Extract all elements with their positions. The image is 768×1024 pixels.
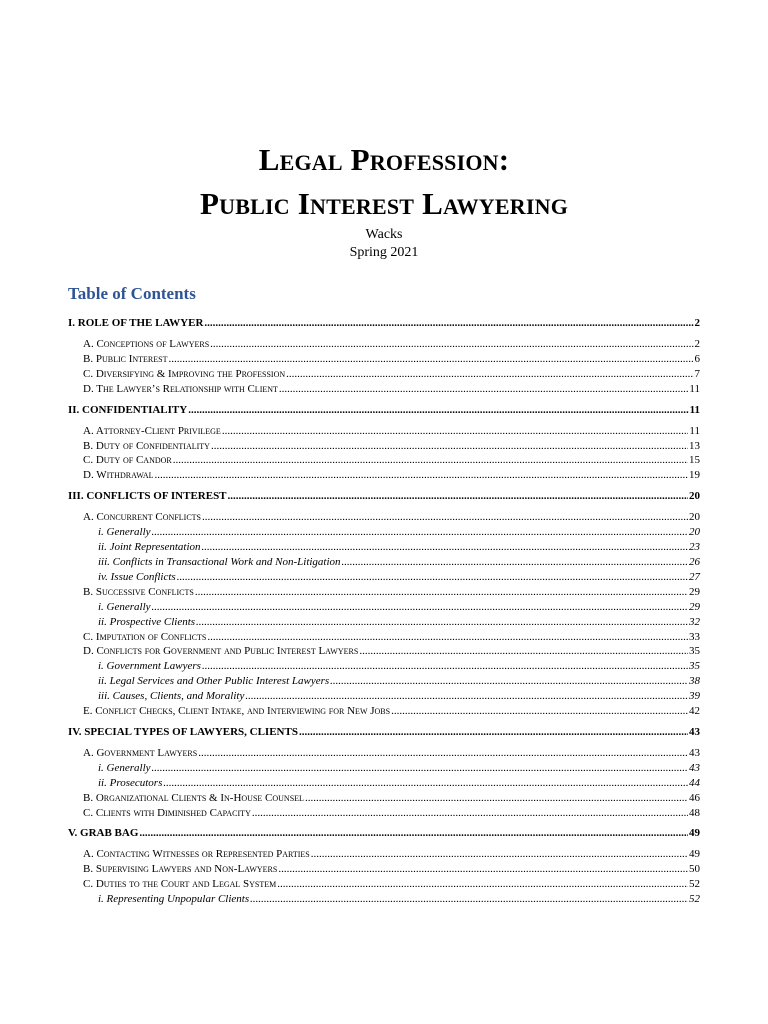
toc-entry-label: I. ROLE OF THE LAWYER <box>68 317 204 329</box>
toc-subsubsection-entry[interactable] <box>68 761 700 776</box>
toc-entry-label: V. GRAB BAG <box>68 827 139 840</box>
toc-subsection-entry[interactable] <box>68 352 700 367</box>
toc-entry-label: IV. SPECIAL TYPES OF LAWYERS, CLIENTS <box>68 725 298 738</box>
toc-dot-leader <box>279 382 688 397</box>
toc-subsubsection-entry[interactable] <box>68 892 700 907</box>
toc-entry-label: B. Organizational Clients & In-House Counsel <box>83 791 304 804</box>
document-term: Spring 2021 <box>349 245 419 260</box>
toc-dot-leader <box>202 510 688 525</box>
toc-entry-page-number: 48 <box>689 806 700 819</box>
toc-dot-leader <box>286 367 693 382</box>
toc-subsubsection-entry[interactable] <box>68 659 700 674</box>
toc-entry-label: ii. Prospective Clients <box>98 615 196 628</box>
toc-entry-label: C. Duties to the Court and Legal System <box>83 878 277 891</box>
toc-subsection-entry[interactable] <box>68 644 700 659</box>
toc-entry-label: II. CONFIDENTIALITY <box>68 403 188 416</box>
toc-subsection-entry[interactable] <box>68 439 700 454</box>
toc-subsection-entry[interactable] <box>68 806 700 821</box>
document-title-line-2: Public Interest Lawyering <box>199 186 569 221</box>
toc-entry-page-number: 2 <box>694 317 700 329</box>
toc-entry-page-number: 44 <box>689 776 700 789</box>
toc-entry-page-number: 52 <box>689 878 700 891</box>
toc-entry-page-number: 20 <box>689 490 700 503</box>
toc-dot-leader <box>299 725 688 740</box>
toc-dot-leader <box>195 585 688 600</box>
toc-dot-leader <box>391 704 688 719</box>
toc-entry-label: A. Attorney-Client Privilege <box>83 424 221 437</box>
toc-entry-label: C. Duty of Candor <box>83 454 172 467</box>
toc-entry-page-number: 49 <box>689 848 700 861</box>
toc-entry-page-number: 29 <box>689 585 700 598</box>
toc-entry-page-number: 2 <box>694 338 700 350</box>
toc-entry-page-number: 13 <box>689 439 700 452</box>
toc-entry-label: A. Contacting Witnesses or Represented Parties <box>83 848 310 861</box>
toc-subsection-entry[interactable] <box>68 424 700 439</box>
toc-entry-label: C. Imputation of Conflicts <box>83 630 207 643</box>
toc-section-entry[interactable] <box>68 316 700 331</box>
toc-entry-label: i. Generally <box>98 526 151 539</box>
toc-subsubsection-entry[interactable] <box>68 776 700 791</box>
toc-section-entry[interactable] <box>68 489 700 504</box>
toc-entry-label: B. Successive Conflicts <box>83 585 194 598</box>
toc-subsubsection-entry[interactable] <box>68 540 700 555</box>
toc-entry-label: ii. Prosecutors <box>98 776 163 789</box>
toc-entry-page-number: 11 <box>689 424 700 437</box>
toc-entry-label: A. Conceptions of Lawyers <box>83 338 210 350</box>
toc-subsection-entry[interactable] <box>68 510 700 525</box>
toc-entry-label: B. Supervising Lawyers and Non-Lawyers <box>83 863 278 876</box>
toc-entry-page-number: 26 <box>689 555 700 568</box>
toc-dot-leader <box>152 525 688 540</box>
toc-subsection-entry[interactable] <box>68 585 700 600</box>
toc-dot-leader <box>250 892 688 907</box>
toc-entry-page-number: 49 <box>689 827 700 840</box>
toc-dot-leader <box>152 761 688 776</box>
toc-dot-leader <box>202 659 688 674</box>
toc-entry-label: A. Concurrent Conflicts <box>83 511 201 524</box>
toc-dot-leader <box>277 877 688 892</box>
toc-subsection-entry[interactable] <box>68 382 700 397</box>
toc-entry-label: D. Withdrawal <box>83 469 154 482</box>
toc-entry-page-number: 7 <box>694 367 700 380</box>
toc-entry-page-number: 29 <box>689 600 700 613</box>
toc-entry-page-number: 50 <box>689 863 700 876</box>
toc-dot-leader <box>196 615 688 630</box>
document-header <box>0 138 768 262</box>
toc-subsubsection-entry[interactable] <box>68 600 700 615</box>
toc-subsection-entry[interactable] <box>68 704 700 719</box>
toc-entry-page-number: 20 <box>689 511 700 524</box>
toc-entry-page-number: 19 <box>689 469 700 482</box>
toc-dot-leader <box>173 453 688 468</box>
toc-section-entry[interactable] <box>68 403 700 418</box>
toc-entry-page-number: 43 <box>689 761 700 774</box>
toc-entry-page-number: 35 <box>689 645 700 658</box>
toc-entry-page-number: 39 <box>689 690 700 703</box>
toc-entry-label: D. Conflicts for Government and Public Interest Lawyers <box>83 645 359 658</box>
toc-subsubsection-entry[interactable] <box>68 689 700 704</box>
toc-entry-page-number: 11 <box>689 403 700 416</box>
toc-entry-label: III. CONFLICTS OF INTEREST <box>68 490 227 503</box>
toc-dot-leader <box>207 630 688 645</box>
toc-dot-leader <box>188 403 688 418</box>
toc-dot-leader <box>211 439 688 454</box>
toc-entry-page-number: 43 <box>689 725 700 738</box>
toc-entry-page-number: 33 <box>689 630 700 643</box>
document-author: Wacks <box>365 227 403 242</box>
toc-dot-leader <box>252 806 688 821</box>
toc-dot-leader <box>330 674 688 689</box>
toc-entry-page-number: 46 <box>689 791 700 804</box>
toc-entry-label: i. Generally <box>98 761 151 774</box>
toc-dot-leader <box>278 862 688 877</box>
toc-entry-label: iii. Causes, Clients, and Morality <box>98 690 245 703</box>
toc-dot-leader <box>210 337 693 352</box>
toc-entry-label: A. Government Lawyers <box>83 746 198 759</box>
table-of-contents <box>68 316 700 907</box>
toc-subsubsection-entry[interactable] <box>68 525 700 540</box>
toc-subsection-entry[interactable] <box>68 791 700 806</box>
toc-subsection-entry[interactable] <box>68 468 700 483</box>
toc-dot-leader <box>139 826 688 841</box>
toc-entry-label: B. Duty of Confidentiality <box>83 439 210 452</box>
toc-entry-page-number: 23 <box>689 541 700 554</box>
toc-dot-leader <box>228 489 688 504</box>
toc-dot-leader <box>163 776 688 791</box>
toc-subsubsection-entry[interactable] <box>68 615 700 630</box>
toc-subsection-entry[interactable] <box>68 746 700 761</box>
toc-subsection-entry[interactable] <box>68 337 700 352</box>
toc-entry-label: iv. Issue Conflicts <box>98 570 176 583</box>
toc-entry-label: ii. Legal Services and Other Public Interest Lawyers <box>98 675 330 688</box>
toc-subsection-entry[interactable] <box>68 630 700 645</box>
toc-entry-page-number: 38 <box>689 675 700 688</box>
toc-entry-page-number: 35 <box>689 660 700 673</box>
toc-dot-leader <box>222 424 689 439</box>
toc-entry-label: C. Diversifying & Improving the Profession <box>83 367 286 380</box>
toc-dot-leader <box>204 316 693 331</box>
toc-dot-leader <box>311 847 688 862</box>
toc-subsection-entry[interactable] <box>68 862 700 877</box>
toc-subsection-entry[interactable] <box>68 877 700 892</box>
toc-dot-leader <box>245 689 688 704</box>
toc-entry-label: i. Representing Unpopular Clients <box>98 893 250 906</box>
toc-entry-label: E. Conflict Checks, Client Intake, and Interviewing for New Jobs <box>83 705 391 718</box>
toc-dot-leader <box>152 600 688 615</box>
toc-heading: Table of Contents <box>68 284 196 303</box>
toc-entry-page-number: 11 <box>689 382 700 395</box>
toc-subsection-entry[interactable] <box>68 847 700 862</box>
toc-subsection-entry[interactable] <box>68 367 700 382</box>
document-title-line-1: Legal Profession: <box>258 142 510 177</box>
toc-entry-page-number: 43 <box>689 746 700 759</box>
toc-subsubsection-entry[interactable] <box>68 555 700 570</box>
toc-entry-page-number: 20 <box>689 526 700 539</box>
toc-entry-page-number: 27 <box>689 570 700 583</box>
toc-entry-label: i. Generally <box>98 600 151 613</box>
toc-dot-leader <box>305 791 688 806</box>
toc-entry-page-number: 42 <box>689 705 700 718</box>
toc-entry-label: iii. Conflicts in Transactional Work and Non-Litigation <box>98 555 341 568</box>
toc-dot-leader <box>202 540 688 555</box>
toc-section-entry[interactable] <box>68 826 700 841</box>
toc-entry-label: i. Government Lawyers <box>98 660 201 673</box>
toc-dot-leader <box>168 352 693 367</box>
toc-entry-label: ii. Joint Representation <box>98 541 201 554</box>
toc-entry-label: D. The Lawyer’s Relationship with Client <box>83 382 278 395</box>
toc-dot-leader <box>342 555 688 570</box>
toc-subsubsection-entry[interactable] <box>68 674 700 689</box>
toc-section-entry[interactable] <box>68 725 700 740</box>
toc-entry-label: C. Clients with Diminished Capacity <box>83 806 251 819</box>
toc-entry-page-number: 15 <box>689 454 700 467</box>
toc-dot-leader <box>198 746 688 761</box>
toc-dot-leader <box>177 570 688 585</box>
toc-subsection-entry[interactable] <box>68 453 700 468</box>
toc-entry-label: B. Public Interest <box>83 352 168 365</box>
toc-dot-leader <box>359 644 688 659</box>
toc-subsubsection-entry[interactable] <box>68 570 700 585</box>
toc-dot-leader <box>155 468 688 483</box>
toc-entry-page-number: 32 <box>689 615 700 628</box>
toc-entry-page-number: 6 <box>694 352 700 365</box>
toc-entry-page-number: 52 <box>689 893 700 906</box>
